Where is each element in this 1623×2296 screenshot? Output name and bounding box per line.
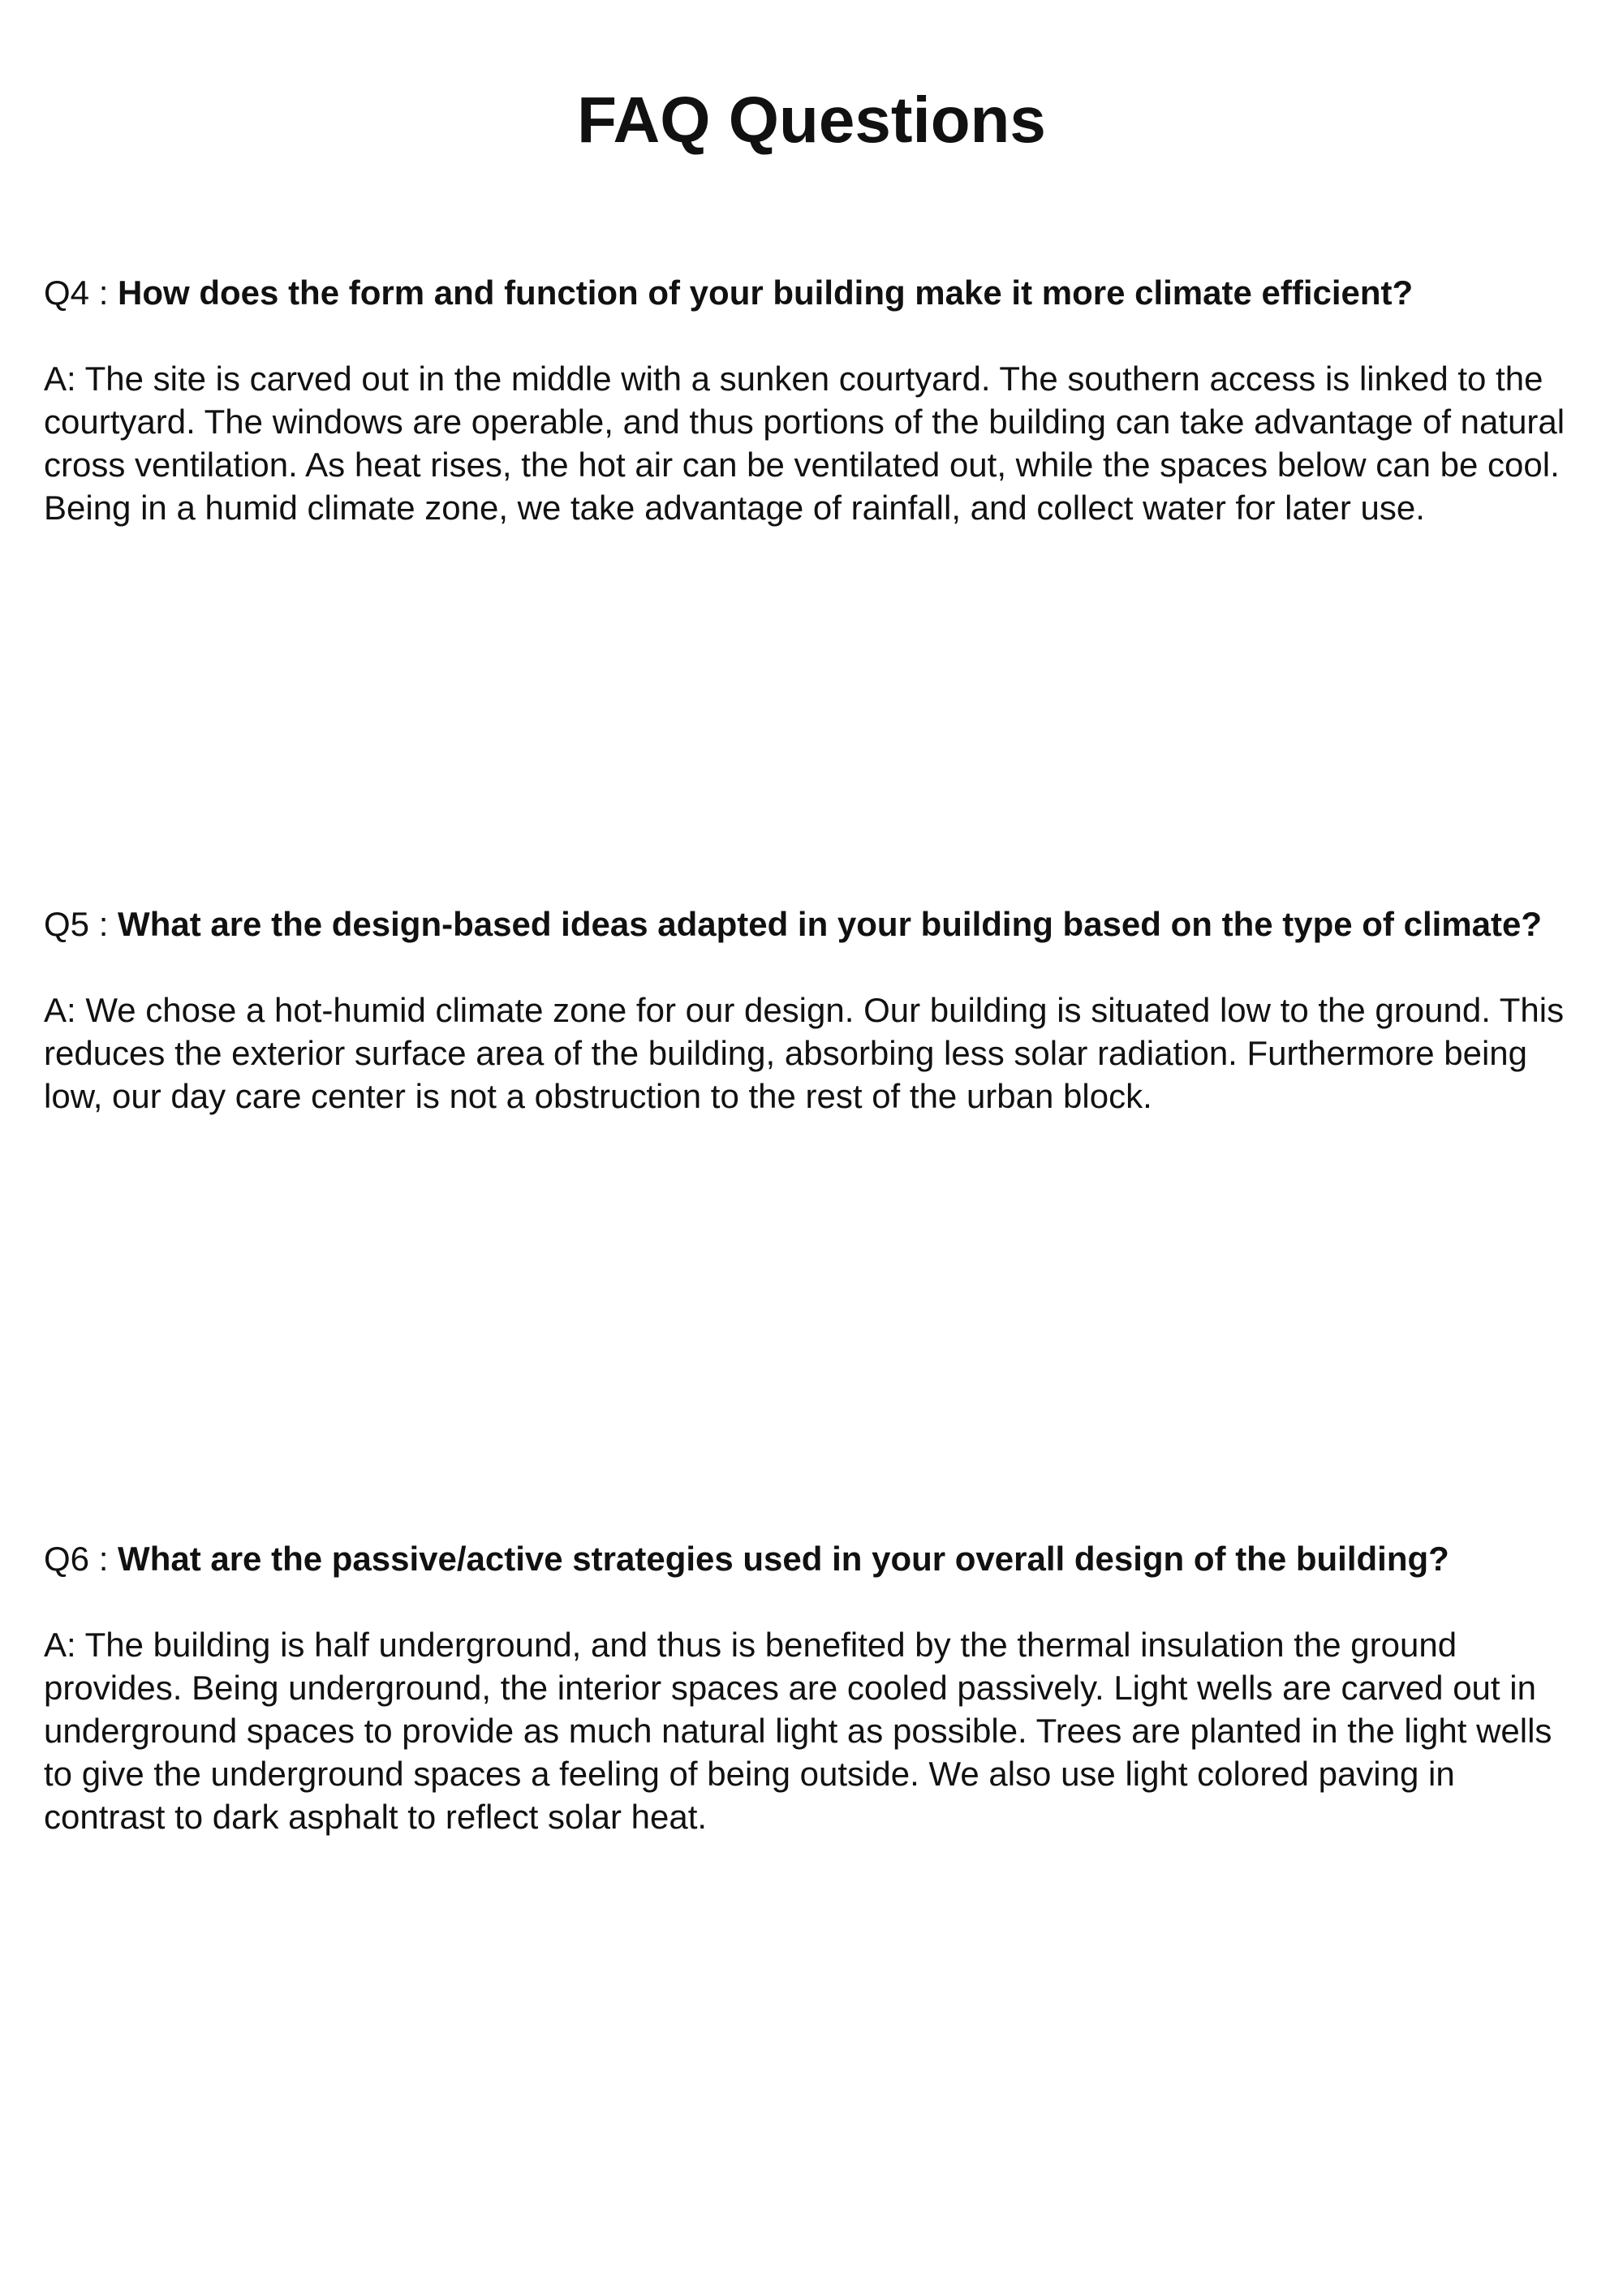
faq-item-q6 — [44, 1537, 1578, 1838]
question-label: Q4 : — [44, 274, 118, 312]
faq-item-q5 — [44, 902, 1578, 1118]
page-title: FAQ Questions — [577, 84, 1046, 156]
faq-question — [44, 271, 1578, 314]
faq-answer: A: We chose a hot-humid climate zone for our design. Our building is situated low to the ground. This reduces the exterior surface area of the building, absorbing less solar radiation. Furthermore being low, our day care center is not a obstruction to the rest of the urban block. — [44, 991, 1565, 1115]
question-text: What are the passive/active strategies used in your overall design of the building? — [118, 1540, 1449, 1578]
faq-item-q4 — [44, 271, 1578, 529]
faq-answer: A: The building is half underground, and thus is benefited by the thermal insulation the ground provides. Being underground, the interior spaces are cooled passively. Light wells are carved out in underground spaces to provide as much natural light as possible. Trees are planted in the light wells to give the underground spaces a feeling of being outside. We also use light colored paving in contrast to dark asphalt to reflect solar heat. — [44, 1626, 1552, 1836]
question-label: Q5 : — [44, 905, 118, 943]
faq-question — [44, 1537, 1578, 1580]
question-text: How does the form and function of your building make it more climate efficient? — [118, 274, 1414, 312]
question-text: What are the design-based ideas adapted in your building based on the type of climate? — [118, 905, 1542, 943]
faq-question — [44, 902, 1578, 946]
faq-answer: A: The site is carved out in the middle with a sunken courtyard. The southern access is linked to the courtyard. The windows are operable, and thus portions of the building can take advantage of natural cross ventilation. As heat rises, the hot air can be ventilated out, while the spaces below can be cool. Being in a humid climate zone, we take advantage of rainfall, and collect water for later use. — [44, 360, 1565, 527]
question-label: Q6 : — [44, 1540, 118, 1578]
